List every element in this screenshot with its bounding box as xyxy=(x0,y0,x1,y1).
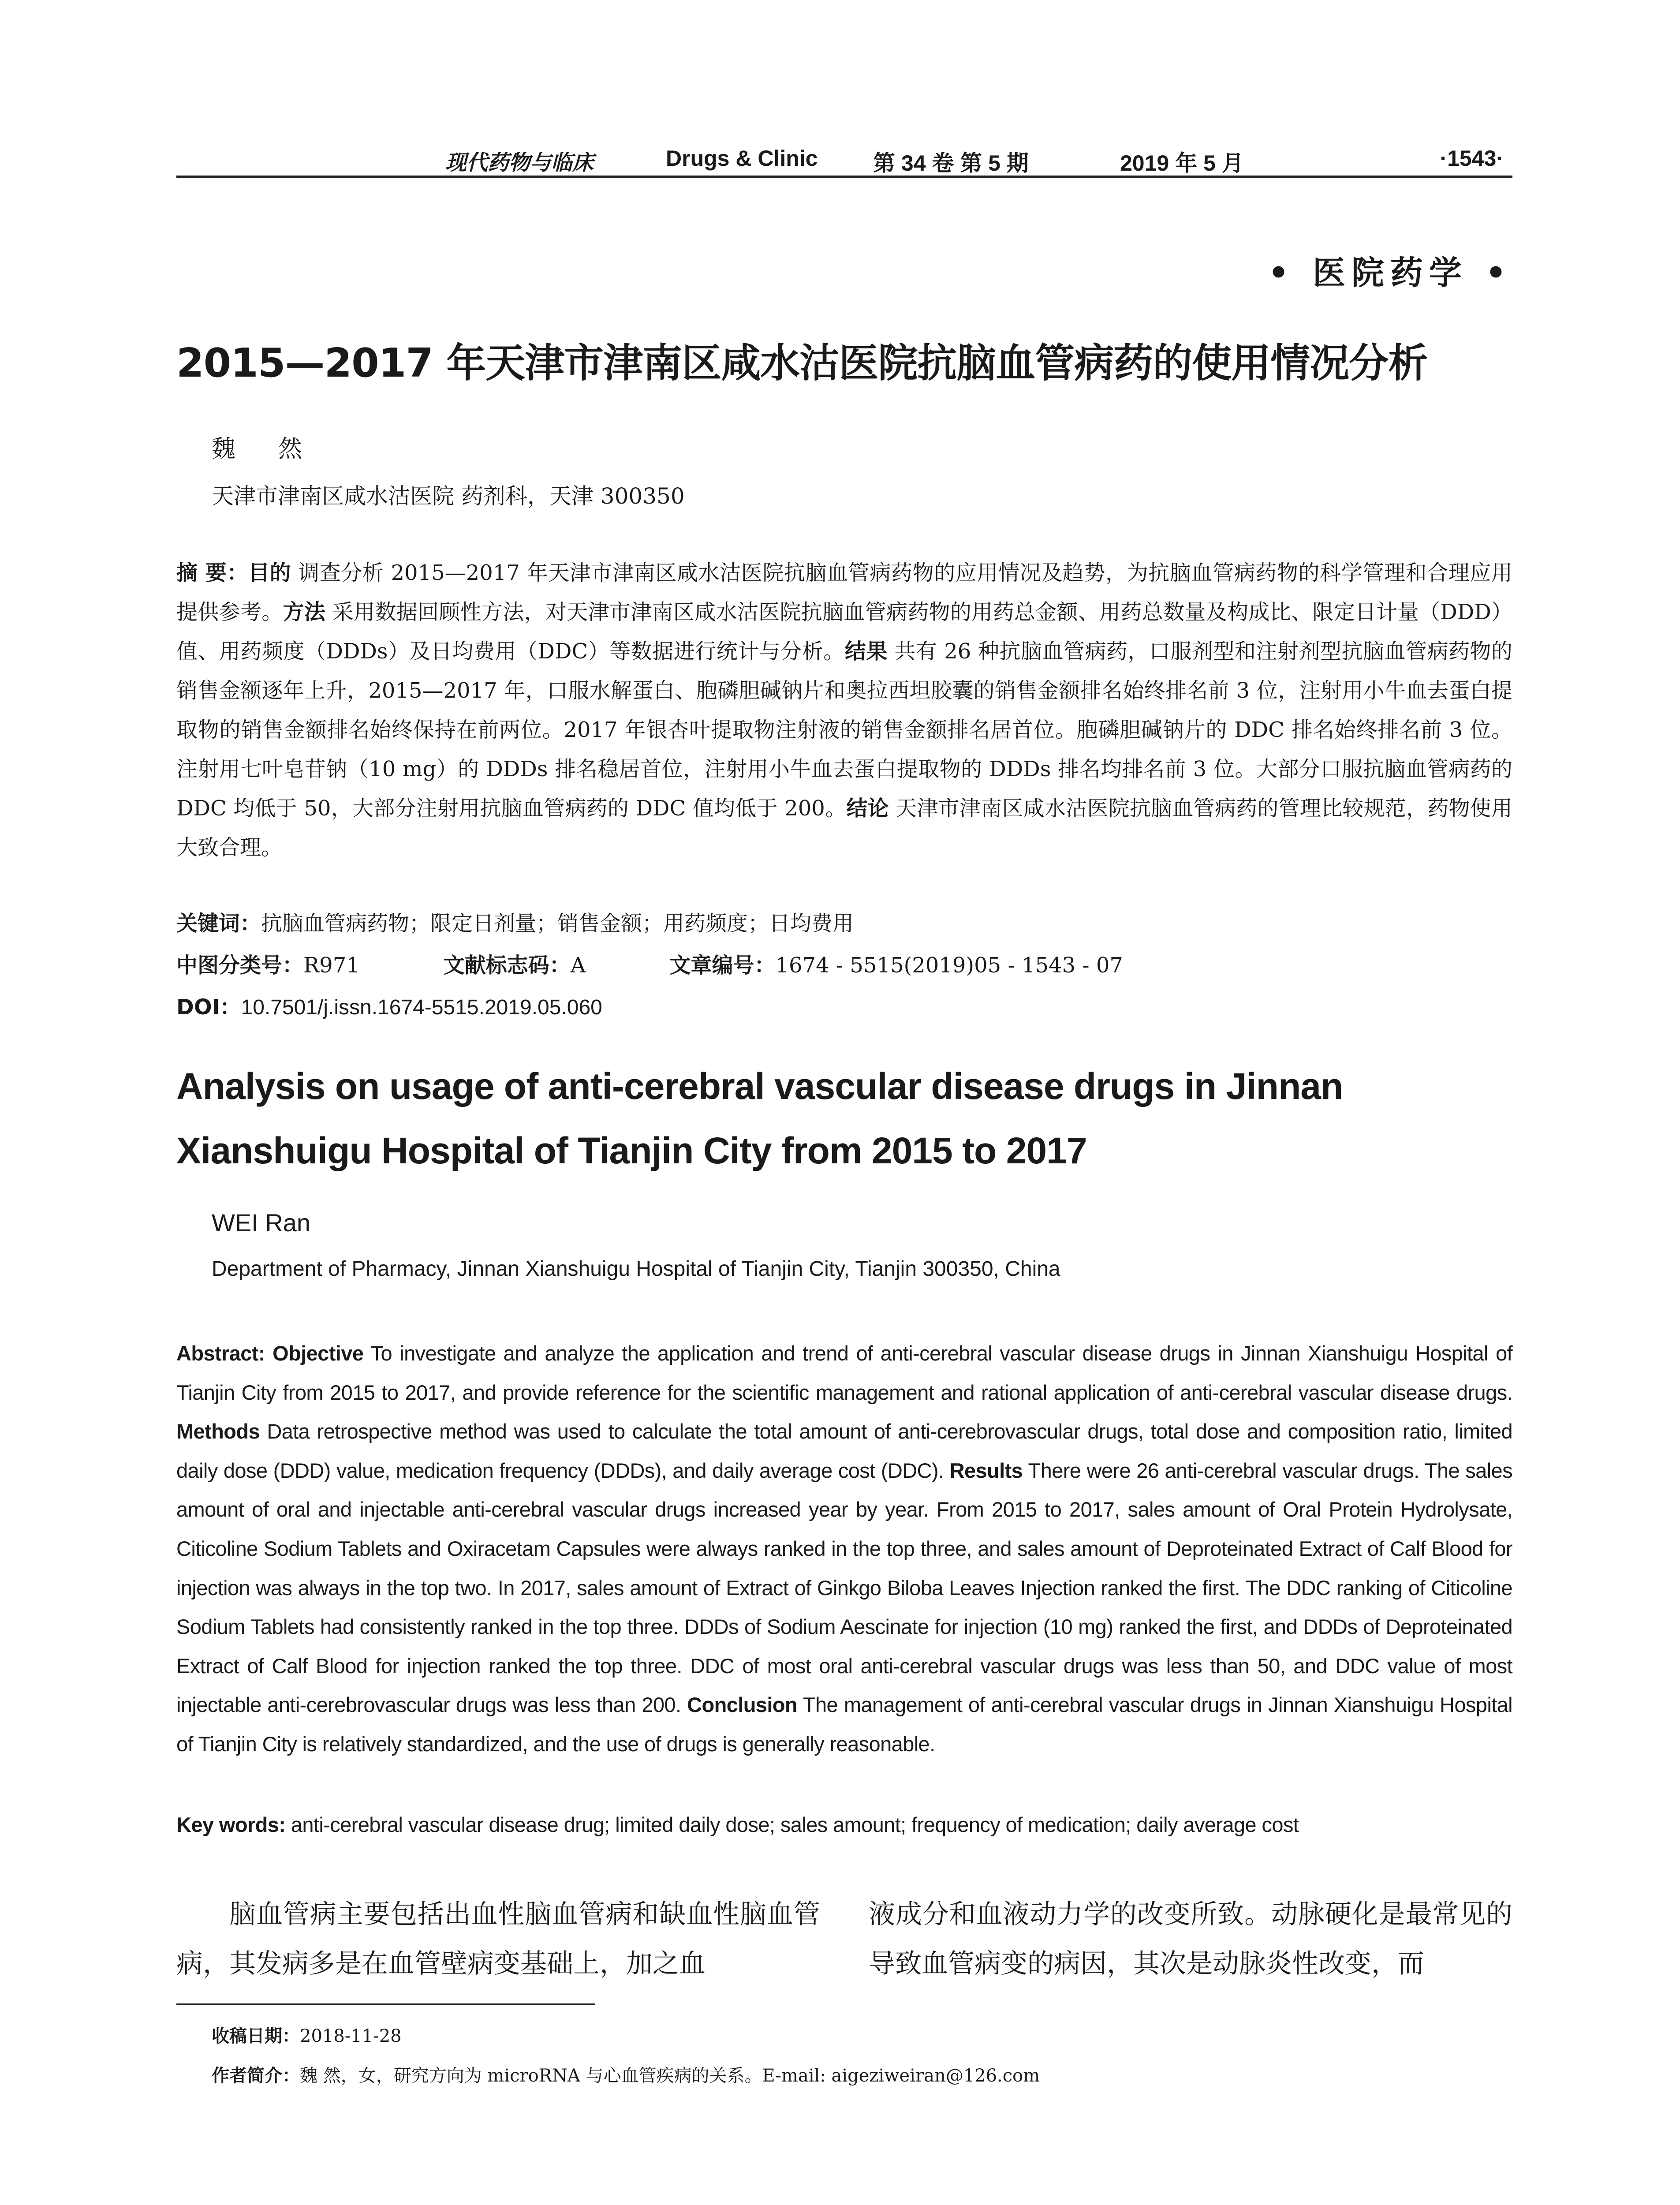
author-bio-text: 魏 然，女，研究方向为 microRNA 与心血管疾病的关系。E-mail: aigeziweiran@126.com xyxy=(300,2066,1040,2086)
footnote-received xyxy=(212,2022,402,2047)
header-rule xyxy=(176,176,1512,178)
classification-line xyxy=(176,948,1512,979)
doi-line xyxy=(176,990,1512,1020)
objective-text-cn: 调查分析 2015—2017 年天津市津南区咸水沽医院抗脑血管病药物的应用情况及趋势，为抗脑血管病药物的科学管理和合理应用提供参考。 xyxy=(176,561,1512,624)
journal-name-en: Drugs & Clinic xyxy=(666,146,818,171)
doc-code-value: A xyxy=(570,953,586,978)
issue-date: 2019 年 5 月 xyxy=(1120,151,1244,176)
page-number: ·1543· xyxy=(1440,146,1504,171)
volume-issue: 第 34 卷 第 5 期 xyxy=(873,151,1029,176)
clc-value: R971 xyxy=(303,953,360,978)
objective-text-en: To investigate and analyze the application and trend of anti-cerebral vascular disease drugs in Jinnan Xianshuigu Hospital of Tianjin City from 2015 to 2017, and provide reference for the scientific management and rational application of anti-cerebral vascular disease drugs. xyxy=(176,1342,1512,1404)
abstract-cn-label: 摘 要： xyxy=(176,561,249,585)
objective-label-cn: 目的 xyxy=(248,561,291,585)
author-en: WEI Ran xyxy=(212,1209,311,1237)
doi-value: 10.7501/j.issn.1674-5515.2019.05.060 xyxy=(241,996,602,1019)
conclusion-text-en: The management of anti-cerebral vascular drugs in Jinnan Xianshuigu Hospital of Tianjin City is relatively standardized, and the use of drugs is generally reasonable. xyxy=(176,1693,1512,1756)
keywords-en-text: anti-cerebral vascular disease drug; limited daily dose; sales amount; frequency of medication; daily average cost xyxy=(291,1813,1299,1836)
methods-label-en: Methods xyxy=(176,1420,260,1443)
methods-text-en: Data retrospective method was used to calculate the total amount of anti-cerebrovascular drugs, total dose and composition ratio, limited daily dose (DDD) value, medication frequency (DDDs), and daily average cost (DDC). xyxy=(176,1420,1512,1482)
abstract-en xyxy=(176,1334,1512,1764)
footnote-author xyxy=(212,2062,1040,2087)
author-cn: 魏 然 xyxy=(212,435,320,463)
results-label-en: Results xyxy=(949,1458,1023,1482)
received-date: 2018-11-28 xyxy=(300,2026,402,2046)
conclusion-label-cn: 结论 xyxy=(846,796,889,821)
keywords-en-label: Key words: xyxy=(176,1813,291,1836)
received-label: 收稿日期： xyxy=(212,2026,300,2046)
clc-label: 中图分类号： xyxy=(176,953,304,978)
journal-name-cn: 现代药物与临床 xyxy=(445,150,594,175)
article-title-en: Analysis on usage of anti-cerebral vascular disease drugs in Jinnan Xianshuigu Hospital of Tianjin City from 2015 to 2017 xyxy=(176,1065,1343,1171)
author-bio-label: 作者简介： xyxy=(212,2066,300,2086)
doc-code-label: 文献标志码： xyxy=(443,953,571,978)
doi-label: DOI： xyxy=(176,995,241,1020)
abstract-cn xyxy=(176,553,1512,867)
keywords-cn-label: 关键词： xyxy=(176,911,261,936)
conclusion-label-en: Conclusion xyxy=(687,1693,798,1717)
body-column-right: 液成分和血液动力学的改变所致。动脉硬化是最常见的导致血管病变的病因，其次是动脉炎性改变，而 xyxy=(869,1899,1512,1979)
body-column-left: 脑血管病主要包括出血性脑血管病和缺血性脑血管病，其发病多是在血管壁病变基础上，加之血 xyxy=(176,1899,820,1979)
article-title-cn: 2015—2017 年天津市津南区咸水沽医院抗脑血管病药的使用情况分析 xyxy=(176,340,1428,386)
running-header xyxy=(176,141,1512,176)
keywords-cn-text: 抗脑血管病药物；限定日剂量；销售金额；用药频度；日均费用 xyxy=(261,911,854,936)
footnote-rule xyxy=(176,2003,595,2005)
conclusion-text-cn: 天津市津南区咸水沽医院抗脑血管病药的管理比较规范，药物使用大致合理。 xyxy=(176,796,1512,860)
methods-label-cn: 方法 xyxy=(283,600,326,624)
article-number-value: 1674 - 5515(2019)05 - 1543 - 07 xyxy=(775,953,1123,978)
results-text-en: There were 26 anti-cerebral vascular drugs. The sales amount of oral and injectable anti-cerebral vascular drugs increased year by year. From 2015 to 2017, sales amount of Oral Protein Hydrolysate, Citicoline Sodium Tablets and Oxiracetam Capsules were always ranked in the top three, and sales amount of Deproteinated Extract of Calf Blood for injection was always in the top two. In 2017, sales amount of Extract of Ginkgo Biloba Leaves Injection ranked the first. The DDC ranking of Citicoline Sodium Tablets had consistently ranked in the top three. DDDs of Sodium Aescinate for injection (10 mg) ranked the first, and DDDs of Deproteinated Extract of Calf Blood for injection ranked the top three. DDC of most oral anti-cerebral vascular drugs was less than 50, and DDC value of most injectable anti-cerebrovascular drugs was less than 200. xyxy=(176,1458,1513,1717)
results-text-cn: 共有 26 种抗脑血管病药，口服剂型和注射剂型抗脑血管病药物的销售金额逐年上升，2015—2017 年，口服水解蛋白、胞磷胆碱钠片和奥拉西坦胶囊的销售金额排名始终排名前 3 位，注射用小牛血去蛋白提取物的销售金额排名始终保持在前两位。2017 年银杏叶提取物注射液的销售金额排名居首位。胞磷胆碱钠片的 DDC 排名始终排名前 3 位。注射用七叶皂苷钠（10 mg）的 DDDs 排名稳居首位，注射用小牛血去蛋白提取物的 DDDs 排名均排名前 3 位。大部分口服抗脑血管病药的 DDC 均低于 50，大部分注射用抗脑血管病药的 DDC 值均低于 200。 xyxy=(176,639,1512,821)
section-label: • 医院药学 • xyxy=(1268,254,1512,292)
objective-label-en: Objective xyxy=(273,1342,364,1365)
keywords-cn xyxy=(176,906,1512,937)
abstract-en-label: Abstract: xyxy=(176,1342,273,1365)
methods-text-cn: 采用数据回顾性方法，对天津市津南区咸水沽医院抗脑血管病药物的用药总金额、用药总数量及构成比、限定日计量（DDD）值、用药频度（DDDs）及日均费用（DDC）等数据进行统计与分析。 xyxy=(176,600,1512,664)
affiliation-en: Department of Pharmacy, Jinnan Xianshuigu Hospital of Tianjin City, Tianjin 300350, China xyxy=(212,1257,1060,1281)
article-number-label: 文章编号： xyxy=(669,953,776,978)
results-label-cn: 结果 xyxy=(844,639,888,664)
keywords-en xyxy=(176,1813,1512,1837)
affiliation-cn: 天津市津南区咸水沽医院 药剂科，天津 300350 xyxy=(212,483,685,509)
